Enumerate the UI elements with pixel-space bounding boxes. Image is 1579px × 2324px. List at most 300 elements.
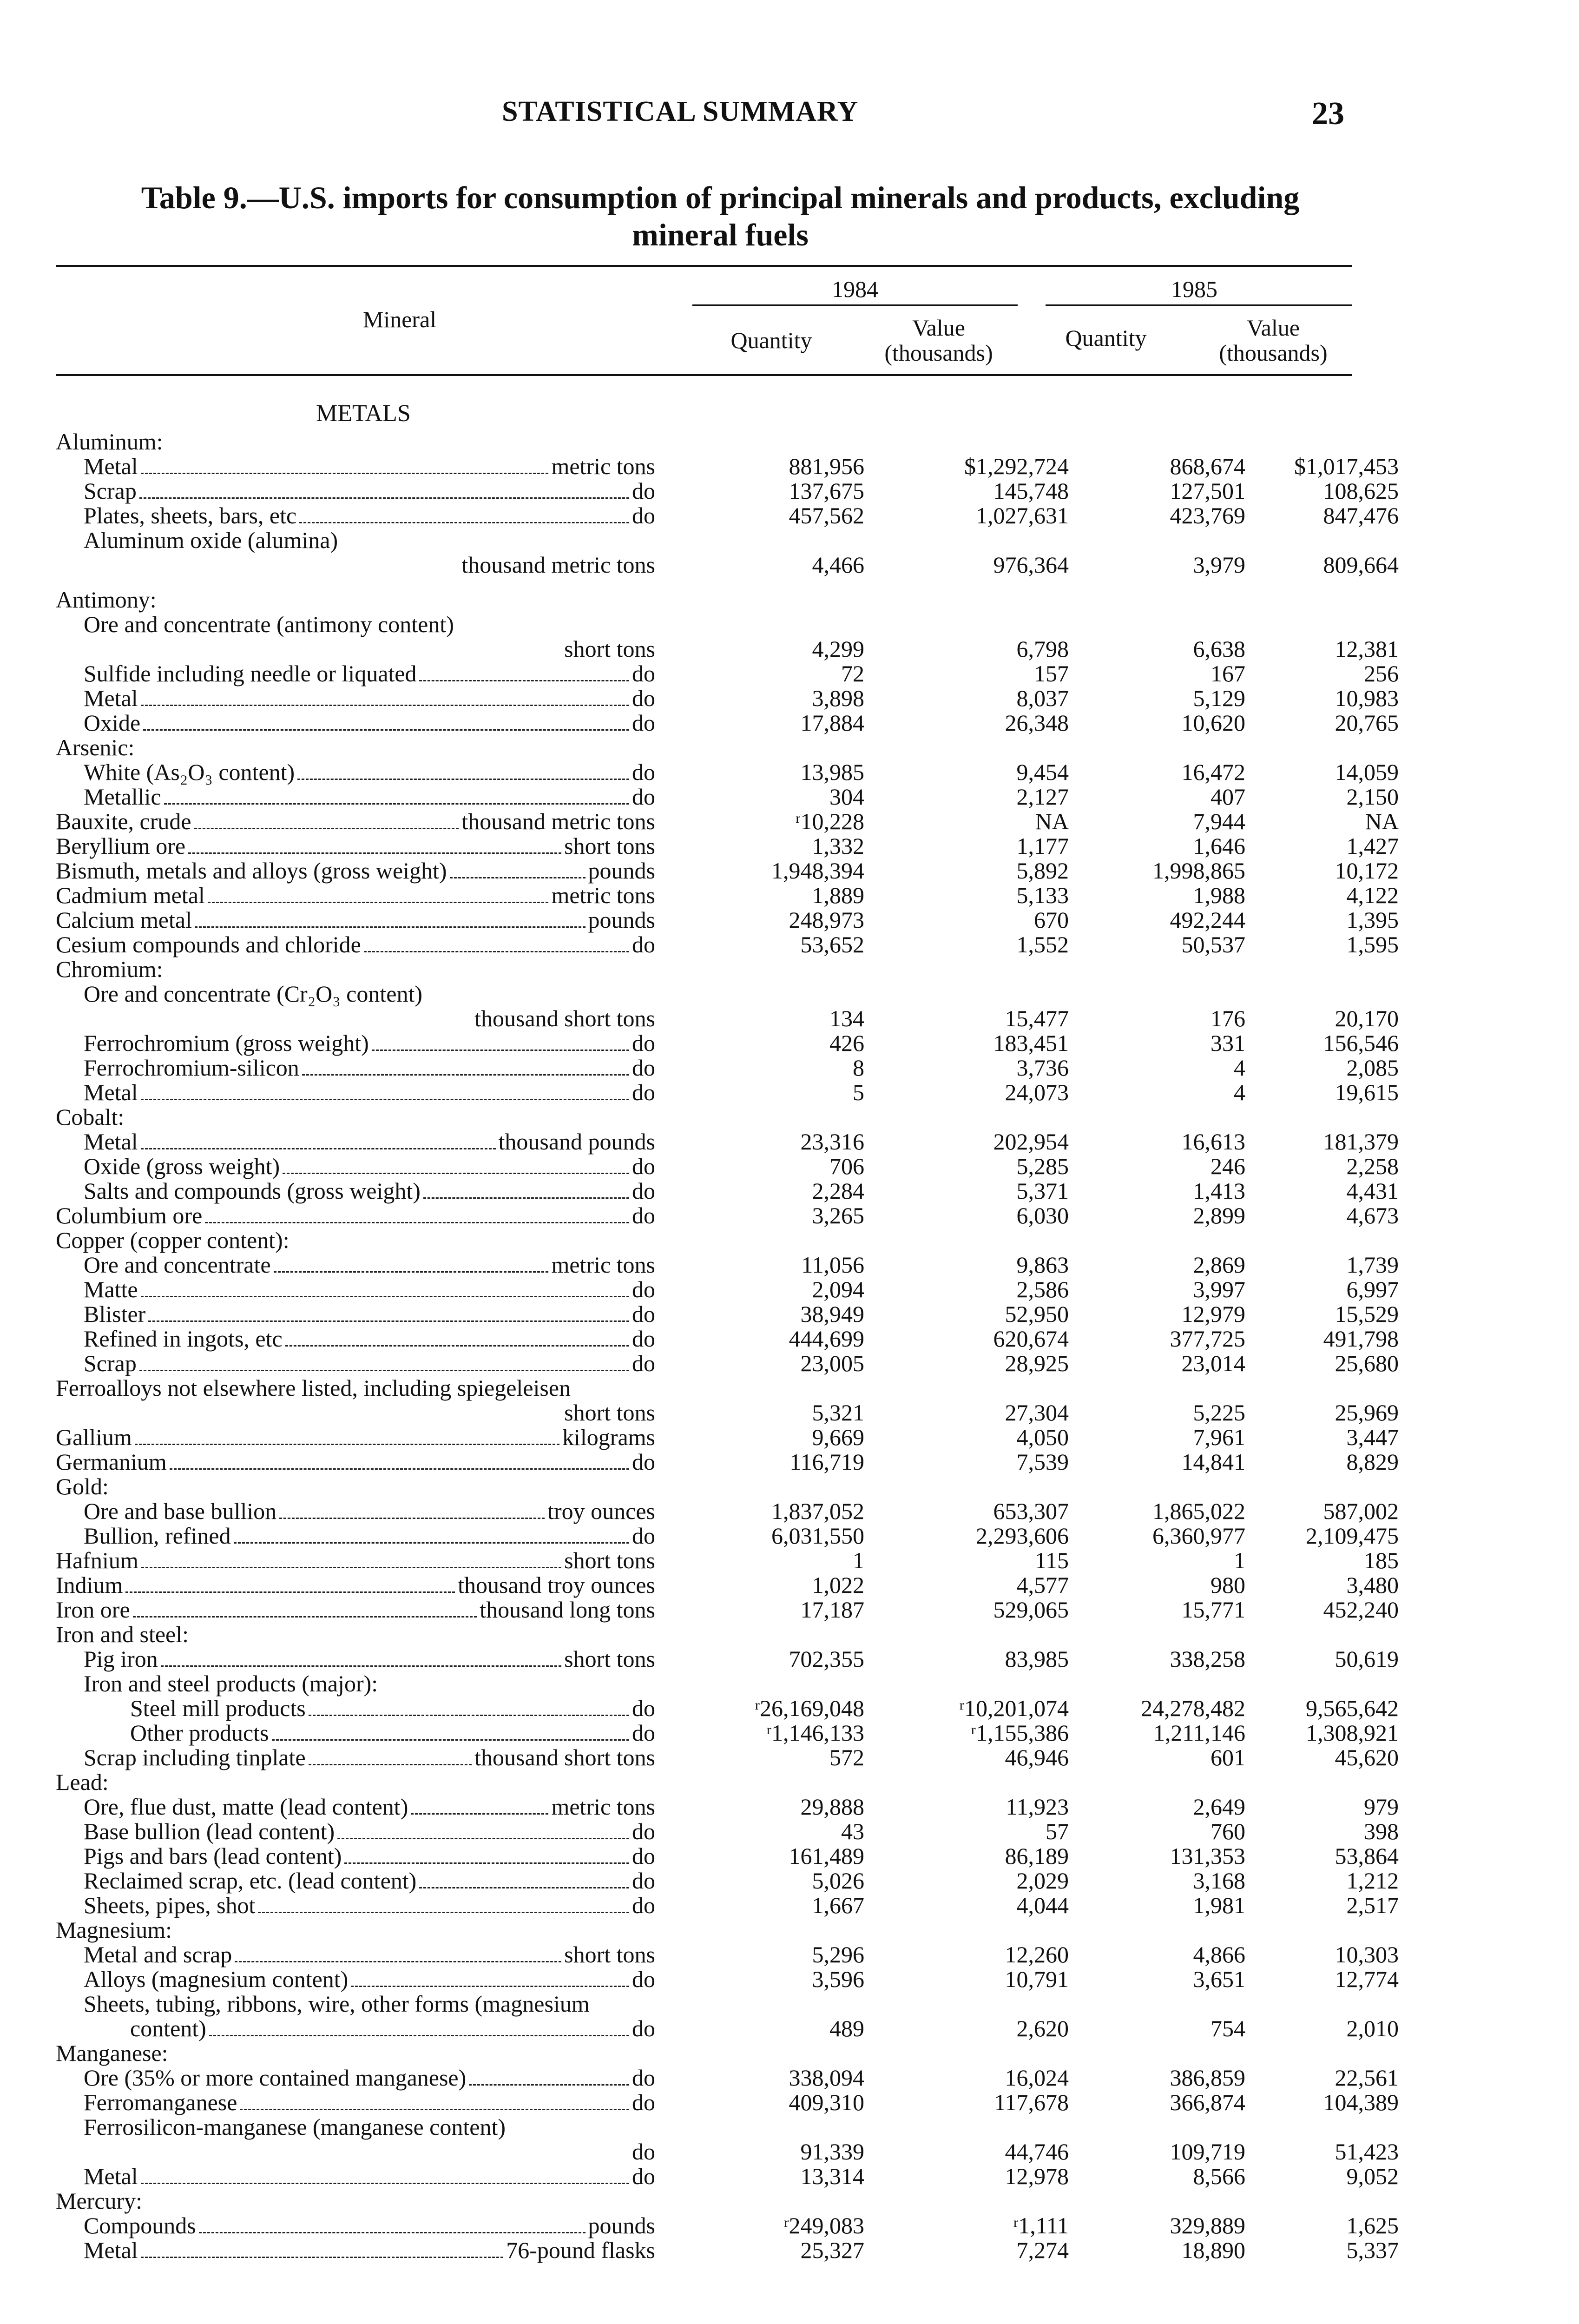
row-label-cell bbox=[56, 1302, 664, 1327]
unit-label: do bbox=[632, 685, 655, 711]
row-label-cell bbox=[56, 2165, 664, 2190]
quantity-1985-cell: 16,613 bbox=[1181, 1129, 1245, 1155]
value-1984-cell: 2,586 bbox=[1016, 1276, 1069, 1302]
quantity-1984-cell: 161,489 bbox=[789, 1843, 864, 1869]
quantity-1984-cell: 23,005 bbox=[800, 1350, 864, 1376]
quantity-1984-cell: 13,314 bbox=[800, 2163, 864, 2189]
column-header-quantity-1984: Quantity bbox=[730, 327, 812, 353]
quantity-1984-cell: 706 bbox=[829, 1153, 864, 1179]
value-1985-cell: 4,431 bbox=[1346, 1178, 1399, 1204]
value-1985-cell: 45,620 bbox=[1335, 1744, 1399, 1770]
row-label-cell bbox=[56, 810, 664, 835]
row-label-cell bbox=[56, 736, 664, 759]
unit-label: do bbox=[632, 1301, 655, 1327]
unit-label: short tons bbox=[564, 1646, 655, 1672]
leader-dots bbox=[199, 2232, 586, 2233]
quantity-1984-cell: 91,339 bbox=[800, 2139, 864, 2165]
mineral-label: Indium bbox=[56, 1572, 123, 1598]
quantity-1985-cell: 2,649 bbox=[1193, 1794, 1245, 1820]
leader-dots bbox=[208, 902, 549, 903]
value-1984-cell: 620,674 bbox=[993, 1326, 1069, 1352]
value-1985-cell: 104,389 bbox=[1323, 2089, 1399, 2115]
table-row bbox=[56, 2163, 1399, 2189]
value-1985-cell: 3,447 bbox=[1346, 1424, 1399, 1450]
mineral-label: Metal bbox=[84, 2237, 138, 2263]
mineral-label: Sulfide including needle or liquated bbox=[84, 660, 417, 687]
leader-dots bbox=[419, 1887, 629, 1888]
quantity-1984-cell: 5,026 bbox=[812, 1868, 864, 1894]
unit-label: metric tons bbox=[551, 1794, 655, 1820]
table-row bbox=[56, 784, 1399, 810]
quantity-1985-cell: 5,225 bbox=[1193, 1400, 1245, 1426]
mineral-label: Mercury: bbox=[56, 2188, 143, 2214]
quantity-1985-cell: 1,211,146 bbox=[1153, 1720, 1245, 1746]
column-header-year-1984: 1984 bbox=[832, 276, 878, 302]
value-1985-cell: 1,212 bbox=[1346, 1868, 1399, 1894]
mineral-label: Reclaimed scrap, etc. (lead content) bbox=[84, 1868, 417, 1894]
row-label-cell bbox=[56, 785, 664, 810]
table-row bbox=[56, 982, 1352, 1007]
value-1985-cell: 587,002 bbox=[1323, 1498, 1399, 1524]
table-row bbox=[56, 1597, 1399, 1623]
quantity-1984-cell: 4,299 bbox=[812, 636, 864, 662]
table-row bbox=[56, 759, 1399, 785]
unit-label: do bbox=[632, 1178, 655, 1204]
row-label-cell bbox=[56, 1598, 664, 1623]
value-1985-cell: 3,480 bbox=[1346, 1572, 1399, 1598]
mineral-label: Sheets, pipes, shot bbox=[84, 1892, 256, 1918]
unit-label: thousand short tons bbox=[474, 1744, 655, 1770]
leader-dots bbox=[141, 1148, 496, 1149]
unit-label: do bbox=[632, 931, 655, 957]
table-row bbox=[56, 1326, 1399, 1352]
leader-dots bbox=[141, 1567, 561, 1568]
leader-dots bbox=[423, 1197, 629, 1199]
mineral-label: Bismuth, metals and alloys (gross weight) bbox=[56, 858, 447, 884]
table-row bbox=[56, 1794, 1399, 1820]
table-row bbox=[56, 588, 1352, 613]
row-label-cell bbox=[56, 588, 664, 611]
row-label-cell bbox=[56, 1426, 664, 1451]
row-label-cell bbox=[56, 1721, 664, 1746]
page-number: 23 bbox=[1312, 96, 1344, 132]
row-label-cell bbox=[56, 1450, 664, 1475]
mineral-label: Beryllium ore bbox=[56, 833, 186, 859]
unit-label: do bbox=[632, 2065, 655, 2091]
row-label-cell bbox=[56, 528, 664, 552]
value-1985-cell: 108,625 bbox=[1323, 478, 1399, 504]
mineral-label: Bauxite, crude bbox=[56, 808, 191, 834]
value-1984-cell: 57 bbox=[1046, 1818, 1069, 1844]
leader-dots bbox=[234, 1542, 629, 1544]
mineral-label: Aluminum: bbox=[56, 429, 163, 455]
table-row bbox=[56, 882, 1399, 908]
leader-dots bbox=[164, 803, 629, 805]
table-row bbox=[56, 1475, 1352, 1499]
quantity-1984-cell: 5,296 bbox=[812, 1941, 864, 1967]
table-row bbox=[56, 430, 1352, 455]
value-1984-cell: 653,307 bbox=[993, 1498, 1069, 1524]
table-row bbox=[56, 1672, 1352, 1697]
quantity-1984-cell: 248,973 bbox=[789, 907, 864, 933]
row-label-cell bbox=[56, 1253, 664, 1278]
unit-label: do bbox=[632, 2163, 655, 2189]
row-label-cell bbox=[56, 2238, 664, 2264]
row-label-cell bbox=[56, 2115, 664, 2139]
value-1985-cell: 51,423 bbox=[1335, 2139, 1399, 2165]
row-label-cell bbox=[56, 662, 664, 687]
row-label-cell bbox=[56, 1795, 664, 1820]
table-row bbox=[56, 1892, 1399, 1918]
unit-label: metric tons bbox=[551, 453, 655, 479]
value-1985-cell: 156,546 bbox=[1323, 1030, 1399, 1056]
mineral-label: Other products bbox=[130, 1720, 269, 1746]
row-label-cell bbox=[56, 504, 664, 529]
table-row bbox=[56, 1992, 1352, 2017]
quantity-1985-cell: 14,841 bbox=[1181, 1449, 1245, 1475]
row-label-cell bbox=[56, 1155, 664, 1180]
table-row bbox=[56, 931, 1399, 957]
leader-dots bbox=[170, 1468, 629, 1470]
value-1984-cell: 2,029 bbox=[1016, 1868, 1069, 1894]
unit-label: kilograms bbox=[562, 1424, 655, 1450]
value-1984-cell: 16,024 bbox=[1005, 2065, 1069, 2091]
mineral-label: Scrap including tinplate bbox=[84, 1744, 306, 1770]
leader-dots bbox=[235, 1961, 561, 1962]
table-row bbox=[56, 685, 1399, 711]
leader-dots bbox=[141, 2257, 504, 2258]
quantity-1984-cell: 2,284 bbox=[812, 1178, 864, 1204]
quantity-1985-cell: 4,866 bbox=[1193, 1941, 1245, 1967]
unit-label: do bbox=[632, 1276, 655, 1302]
table-row bbox=[56, 1228, 1352, 1253]
value-1984-cell: $1,292,724 bbox=[964, 453, 1069, 479]
value-1985-cell: 2,150 bbox=[1346, 784, 1399, 810]
quantity-1985-cell: 601 bbox=[1211, 1744, 1245, 1770]
row-label-cell bbox=[56, 1179, 664, 1204]
mineral-label: Ferrosilicon-manganese (manganese content) bbox=[84, 2114, 506, 2140]
unit-label: do bbox=[632, 1966, 655, 1992]
row-label-cell bbox=[56, 1031, 664, 1056]
mineral-label: Calcium metal bbox=[56, 907, 192, 933]
quantity-1985-cell: 1,865,022 bbox=[1152, 1498, 1245, 1524]
value-1985-cell: 1,739 bbox=[1346, 1252, 1399, 1278]
quantity-1985-cell: 10,620 bbox=[1181, 710, 1245, 736]
value-1985-cell: 25,680 bbox=[1335, 1350, 1399, 1376]
mineral-label: Sheets, tubing, ribbons, wire, other forms (magnesium bbox=[84, 1991, 590, 2017]
row-label-cell bbox=[56, 1918, 664, 1941]
quantity-1984-cell: 304 bbox=[829, 784, 864, 810]
quantity-1985-cell: 16,472 bbox=[1181, 759, 1245, 785]
value-1985-cell: 398 bbox=[1364, 1818, 1399, 1844]
quantity-1984-cell: 2,094 bbox=[812, 1276, 864, 1302]
table-body bbox=[56, 400, 1399, 2263]
unit-label: short tons bbox=[564, 833, 655, 859]
mineral-label: Germanium bbox=[56, 1449, 167, 1475]
value-1984-cell: 11,923 bbox=[1006, 1794, 1069, 1820]
column-header-value-1985 bbox=[1190, 315, 1357, 365]
quantity-1984-cell: 5 bbox=[853, 1079, 864, 1105]
row-label-cell bbox=[56, 1376, 664, 1400]
table-title-line-2: mineral fuels bbox=[632, 217, 809, 252]
value-1984-cell: 2,620 bbox=[1016, 2015, 1069, 2041]
value-1985-cell: 2,517 bbox=[1346, 1892, 1399, 1918]
row-label-cell bbox=[56, 1499, 664, 1525]
column-header-year-1985: 1985 bbox=[1171, 276, 1217, 302]
leader-dots bbox=[337, 1838, 629, 1839]
row-label-cell bbox=[56, 553, 664, 576]
quantity-1984-cell: 572 bbox=[829, 1744, 864, 1770]
row-label-cell bbox=[56, 711, 664, 736]
row-label-cell bbox=[56, 430, 664, 453]
table-row bbox=[56, 808, 1399, 834]
table-row bbox=[56, 1030, 1399, 1056]
table-row bbox=[56, 2065, 1399, 2091]
value-1984-cell: 1,027,631 bbox=[976, 502, 1069, 528]
value-1985-cell: 1,625 bbox=[1346, 2212, 1399, 2238]
leader-dots bbox=[125, 1591, 455, 1593]
row-label-cell bbox=[56, 1844, 664, 1869]
quantity-1984-cell: 134 bbox=[829, 1005, 864, 1031]
row-label-cell bbox=[56, 1130, 664, 1155]
table-row bbox=[56, 1424, 1399, 1450]
value-1985-cell: 8,829 bbox=[1346, 1449, 1399, 1475]
table-row bbox=[56, 1449, 1399, 1475]
mineral-label: Columbium ore bbox=[56, 1202, 203, 1228]
leader-dots bbox=[240, 2109, 629, 2110]
mineral-label: Magnesium: bbox=[56, 1917, 172, 1943]
value-1985-cell: 1,308,921 bbox=[1306, 1720, 1399, 1746]
value-1985-cell: 452,240 bbox=[1323, 1597, 1399, 1623]
quantity-1985-cell: 109,719 bbox=[1170, 2139, 1245, 2165]
leader-dots bbox=[141, 705, 629, 706]
row-label-cell bbox=[56, 2066, 664, 2091]
quantity-1985-cell: 1,981 bbox=[1193, 1892, 1245, 1918]
quantity-1985-cell: 2,869 bbox=[1193, 1252, 1245, 1278]
quantity-1985-cell: 331 bbox=[1211, 1030, 1245, 1056]
row-label-cell bbox=[56, 1943, 664, 1968]
value-1985-cell: 181,379 bbox=[1323, 1129, 1399, 1155]
quantity-1984-cell: 5,321 bbox=[812, 1400, 864, 1426]
row-label-cell bbox=[56, 637, 664, 660]
quantity-1984-cell: 17,187 bbox=[800, 1597, 864, 1623]
leader-dots bbox=[141, 1296, 629, 1297]
value-1984-cell: 2,293,606 bbox=[976, 1523, 1069, 1549]
value-1984-cell: 9,863 bbox=[1016, 1252, 1069, 1278]
quantity-1984-cell: 3,898 bbox=[812, 685, 864, 711]
value-1984-cell: 4,044 bbox=[1016, 1892, 1069, 1918]
quantity-1984-cell: ʳ10,228 bbox=[795, 808, 864, 834]
quantity-1984-cell: 23,316 bbox=[800, 1129, 864, 1155]
page-header bbox=[0, 95, 1579, 132]
row-label-cell bbox=[56, 1475, 664, 1498]
quantity-1985-cell: 377,725 bbox=[1170, 1326, 1245, 1352]
quantity-1985-cell: 7,961 bbox=[1193, 1424, 1245, 1450]
quantity-1985-cell: 131,353 bbox=[1170, 1843, 1245, 1869]
table-row bbox=[56, 833, 1399, 859]
value-1985-cell: 1,427 bbox=[1346, 833, 1399, 859]
row-label-cell bbox=[56, 1894, 664, 1919]
value-1985-cell: 1,595 bbox=[1346, 931, 1399, 957]
value-1985-cell: 2,010 bbox=[1346, 2015, 1399, 2041]
unit-label: troy ounces bbox=[547, 1498, 655, 1524]
quantity-1985-cell: 4 bbox=[1234, 1055, 1245, 1081]
value-1984-cell: 2,127 bbox=[1016, 784, 1069, 810]
value-label: Value bbox=[1247, 315, 1300, 341]
quantity-1984-cell: 72 bbox=[841, 660, 864, 687]
mineral-label: Lead: bbox=[56, 1769, 109, 1795]
leader-dots bbox=[372, 1050, 629, 1051]
value-1984-cell: 52,950 bbox=[1005, 1301, 1069, 1327]
table-row bbox=[56, 1202, 1399, 1228]
row-label-cell bbox=[56, 834, 664, 859]
mineral-label: Metallic bbox=[84, 784, 161, 810]
unit-label: thousand short tons bbox=[474, 1005, 655, 1031]
value-1984-cell: 5,133 bbox=[1016, 882, 1069, 908]
table-row bbox=[56, 1055, 1399, 1081]
quantity-1985-cell: 329,889 bbox=[1170, 2212, 1245, 2238]
row-label-cell bbox=[56, 1401, 664, 1424]
row-label-cell bbox=[56, 1697, 664, 1722]
mineral-label: Copper (copper content): bbox=[56, 1227, 289, 1253]
value-1984-cell: 6,798 bbox=[1016, 636, 1069, 662]
row-label-cell bbox=[56, 1007, 664, 1030]
row-label-cell bbox=[56, 2041, 664, 2065]
quantity-1985-cell: 3,997 bbox=[1193, 1276, 1245, 1302]
value-1984-cell: 86,189 bbox=[1005, 1843, 1069, 1869]
row-label-cell bbox=[56, 2140, 664, 2163]
quantity-1984-cell: 25,327 bbox=[800, 2237, 864, 2263]
leader-dots bbox=[364, 951, 629, 952]
mineral-label: Pigs and bars (lead content) bbox=[84, 1843, 342, 1869]
value-1984-cell: 1,552 bbox=[1016, 931, 1069, 957]
leader-dots bbox=[285, 1345, 629, 1347]
table-row bbox=[56, 1153, 1399, 1179]
value-1984-cell: 4,577 bbox=[1016, 1572, 1069, 1598]
table-row bbox=[56, 1350, 1399, 1376]
quantity-1984-cell: 338,094 bbox=[789, 2065, 864, 2091]
table-row bbox=[56, 2237, 1399, 2263]
value-1984-cell: 7,274 bbox=[1016, 2237, 1069, 2263]
quantity-1985-cell: 8,566 bbox=[1193, 2163, 1245, 2189]
mineral-label: Bullion, refined bbox=[84, 1523, 231, 1549]
quantity-1984-cell: 457,562 bbox=[789, 502, 864, 528]
quantity-1985-cell: 246 bbox=[1211, 1153, 1245, 1179]
quantity-1985-cell: 1,988 bbox=[1193, 882, 1245, 908]
leader-dots bbox=[139, 497, 629, 499]
row-label-cell bbox=[56, 1992, 664, 2015]
unit-label: do bbox=[632, 2089, 655, 2115]
value-1985-cell: 185 bbox=[1364, 1547, 1399, 1573]
quantity-1984-cell: 4,466 bbox=[812, 552, 864, 578]
value-1985-cell: 19,615 bbox=[1335, 1079, 1399, 1105]
quantity-1985-cell: 167 bbox=[1211, 660, 1245, 687]
quantity-1985-cell: 868,674 bbox=[1170, 453, 1245, 479]
table-row bbox=[56, 736, 1352, 760]
value-1985-cell: 809,664 bbox=[1323, 552, 1399, 578]
leader-dots bbox=[258, 1912, 629, 1913]
quantity-1985-cell: 3,979 bbox=[1193, 552, 1245, 578]
quantity-1984-cell: 444,699 bbox=[789, 1326, 864, 1352]
row-label-cell bbox=[56, 1623, 664, 1646]
running-title: STATISTICAL SUMMARY bbox=[502, 96, 859, 127]
value-1984-cell: 202,954 bbox=[993, 1129, 1069, 1155]
leader-dots bbox=[141, 1099, 629, 1100]
unit-label: do bbox=[632, 710, 655, 736]
row-label-cell bbox=[56, 455, 664, 480]
leader-dots bbox=[161, 1665, 561, 1667]
value-1984-cell: 83,985 bbox=[1005, 1646, 1069, 1672]
mineral-label: Refined in ingots, etc bbox=[84, 1326, 283, 1352]
mineral-label: Ore, flue dust, matte (lead content) bbox=[84, 1794, 408, 1820]
table-row bbox=[56, 1941, 1399, 1967]
row-label-cell bbox=[56, 1327, 664, 1352]
table-row bbox=[56, 1744, 1399, 1770]
table-row bbox=[56, 1005, 1399, 1031]
quantity-1985-cell: 176 bbox=[1211, 1005, 1245, 1031]
value-1985-cell: 5,337 bbox=[1346, 2237, 1399, 2263]
leader-dots bbox=[133, 1616, 477, 1618]
quantity-1985-cell: 6,360,977 bbox=[1152, 1523, 1245, 1549]
table-row bbox=[56, 1918, 1352, 1943]
row-label-cell bbox=[56, 1278, 664, 1303]
table-row bbox=[56, 552, 1399, 578]
column-header-quantity-1985: Quantity bbox=[1065, 325, 1147, 351]
quantity-1984-cell: 116,719 bbox=[790, 1449, 864, 1475]
quantity-1984-cell: 1,332 bbox=[812, 833, 864, 859]
row-label-cell bbox=[56, 908, 664, 933]
quantity-1984-cell: 6,031,550 bbox=[771, 1523, 864, 1549]
table-row bbox=[56, 1301, 1399, 1327]
table-row bbox=[56, 1966, 1399, 1992]
table-row bbox=[56, 710, 1399, 736]
table-row bbox=[56, 2089, 1399, 2115]
quantity-1985-cell: 50,537 bbox=[1181, 931, 1245, 957]
unit-label: thousand metric tons bbox=[461, 808, 655, 834]
row-label-cell bbox=[56, 1672, 664, 1695]
quantity-1984-cell: 38,949 bbox=[800, 1301, 864, 1327]
table-row bbox=[56, 1079, 1399, 1105]
quantity-1984-cell: 137,675 bbox=[789, 478, 864, 504]
leader-dots bbox=[419, 680, 629, 681]
quantity-1985-cell: 127,501 bbox=[1170, 478, 1245, 504]
value-1984-cell: 1,177 bbox=[1016, 833, 1069, 859]
value-1985-cell: 256 bbox=[1364, 660, 1399, 687]
value-1985-cell: 14,059 bbox=[1335, 759, 1399, 785]
unit-label: thousand long tons bbox=[480, 1597, 655, 1623]
value-1984-cell: ʳ1,111 bbox=[1013, 2212, 1069, 2238]
mineral-label: Oxide bbox=[84, 710, 141, 736]
unit-label: pounds bbox=[588, 907, 655, 933]
quantity-1985-cell: 754 bbox=[1211, 2015, 1245, 2041]
mineral-label: Iron and steel products (major): bbox=[84, 1670, 378, 1697]
mineral-label: Metal bbox=[84, 1079, 138, 1105]
unit-label: do bbox=[632, 1720, 655, 1746]
value-1984-cell: 6,030 bbox=[1016, 1202, 1069, 1228]
row-label-cell bbox=[56, 613, 664, 636]
quantity-1984-cell: 1,022 bbox=[812, 1572, 864, 1598]
mineral-label: Oxide (gross weight) bbox=[84, 1153, 280, 1179]
value-1984-cell: 7,539 bbox=[1016, 1449, 1069, 1475]
mineral-label: Metal and scrap bbox=[84, 1941, 232, 1967]
value-1985-cell: 25,969 bbox=[1335, 1400, 1399, 1426]
table-row bbox=[56, 660, 1399, 687]
unit-label: do bbox=[632, 502, 655, 528]
quantity-1984-cell: 43 bbox=[841, 1818, 864, 1844]
unit-label: do bbox=[632, 1202, 655, 1228]
value-1985-cell: 491,798 bbox=[1323, 1326, 1399, 1352]
mineral-label: Iron ore bbox=[56, 1597, 130, 1623]
